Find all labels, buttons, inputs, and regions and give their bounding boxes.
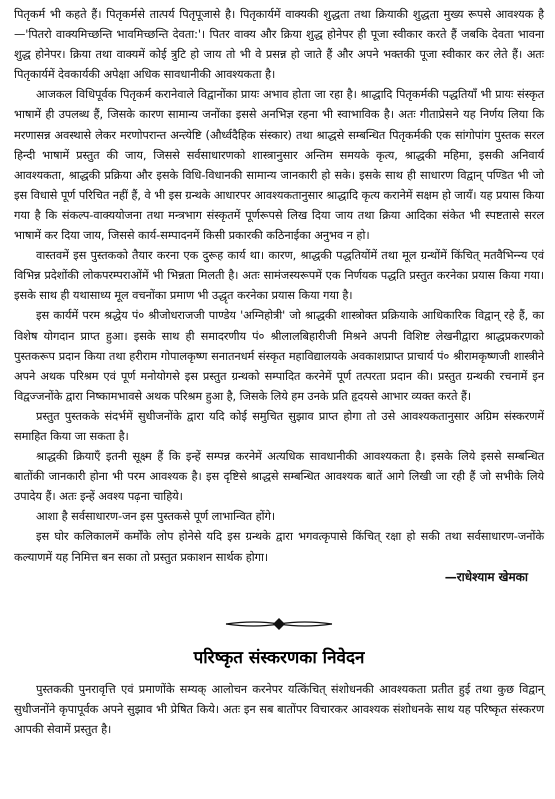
- ornament-icon: [224, 617, 334, 631]
- preface-body: [14, 4, 544, 567]
- paragraph: श्राद्धकी क्रियाएँ इतनी सूक्ष्म हैं कि इन्हें सम्पन्न करनेमें अत्यधिक सावधानीकी आवश्यकता है। इसके लिये इससे सम्बन्धित बातोंकी जानकारी होना भी परम आवश्यक है। इस दृष्टिसे श्राद्धसे सम्बन्धित आवश्यक बातें आगे लिखी जा रही हैं जो सभीके लिये उपादेय हैं। अतः इन्हें अवश्य पढ़ना चाहिये।: [14, 449, 544, 504]
- section-body: [14, 679, 544, 739]
- paragraph: आशा है सर्वसाधारण-जन इस पुस्तकसे पूर्ण लाभान्वित होंगे।: [36, 509, 276, 524]
- document-page: [14, 4, 544, 739]
- paragraph: इस घोर कलिकालमें कर्मोंके लोप होनेसे यदि इस ग्रन्थके द्वारा भगवत्कृपासे किंचित् रक्षा हो सकी तथा सर्वसाधारण-जनोंके कल्याणमें यह निमित्त बन सका तो प्रस्तुत प्रकाशन सार्थक होगा।: [14, 529, 544, 564]
- paragraph: पुस्तककी पुनरावृत्ति एवं प्रमाणोंके सम्यक् आलोचन करनेपर यत्किंचित् संशोधनकी आवश्यकता प्रतीत हुई तथा कुछ विद्वान् सुधीजनोंने कृपापूर्वक अपने सुझाव भी प्रेषित किये। अतः इन सब बातोंपर विचारकर आवश्यक संशोधनके साथ यह परिष्कृत संस्करण आपकी सेवामें प्रस्तुत है।: [14, 681, 544, 736]
- paragraph: पितृकर्म भी कहते हैं। पितृकर्मसे तात्पर्य पितृपूजासे है। पितृकार्यमें वाक्यकी शुद्धता तथा क्रियाकी शुद्धता मुख्य रूपसे आवश्यक है—'पितरो वाक्यमिच्छन्ति भावमिच्छन्ति देवता:'। पितर वाक्य और क्रिया शुद्ध होनेपर ही पूजा स्वीकार करते हैं जबकि देवता भावना शुद्ध होनेपर। क्रिया तथा वाक्यमें कोई त्रुटि हो जाय तो भी वे प्रसन्न हो जाते हैं और अपने भक्तकी पूजा स्वीकार कर लेते हैं। अतः पितृकार्यमें देवकार्यकी अपेक्षा अधिक सावधानीकी आवश्यकता है।: [14, 7, 544, 82]
- paragraph: आजकल विधिपूर्वक पितृकर्म करानेवाले विद्वानोंका प्रायः अभाव होता जा रहा है। श्राद्धादि पितृकर्मकी पद्धतियाँ भी प्रायः संस्कृत भाषामें ही उपलब्ध हैं, जिसके कारण सामान्य जनोंका इससे अनभिज्ञ रहना भी स्वाभाविक है। अतः गीताप्रेसने यह निर्णय लिया कि मरणासन्न अवस्थासे लेकर मरणोपरान्त अन्त्येष्टि (और्ध्वदैहिक संस्कार) तथा श्राद्धसे सम्बन्धित पितृकर्मकी एक सांगोपांग पुस्तक सरल हिन्दी भाषामें प्रस्तुत की जाय, जिससे सर्वसाधारणको शास्त्रानुसार अन्तिम समयके कृत्य, श्राद्धकी महिमा, इसकी अनिवार्य आवश्यकता, श्राद्धकी प्रक्रिया और इसके विधि-विधानकी सामान्य जानकारी हो सके। इसके साथ ही साधारण विद्वान् पण्डित भी जो इस विधासे पूर्ण परिचित नहीं हैं, वे भी इस ग्रन्थके आधारपर आवश्यकतानुसार श्राद्धादि कृत्य करानेमें सक्षम हो जायँ। यह प्रयास किया गया है कि संकल्प-वाक्ययोजना तथा मन्त्रभाग संस्कृतमें पूर्णरूपसे लिख दिया जाय तथा क्रिया आदिका संकेत भी स्पष्टतासे सरल भाषामें कर दिया जाय, जिससे कार्य-सम्पादनमें किसी प्रकारकी कठिनाईका अनुभव न हो।: [14, 87, 544, 243]
- section-title: परिष्कृत संस्करणका निवेदन: [193, 647, 365, 668]
- ornament-divider: [224, 617, 334, 631]
- paragraph: वास्तवमें इस पुस्तकको तैयार करना एक दुरूह कार्य था। कारण, श्राद्धकी पद्धतियोंमें तथा मूल ग्रन्थोंमें किंचित् मतवैभिन्न्य एवं विभिन्न प्रदेशोंकी लोकपरम्पराओंमें भी भिन्नता मिलती है। अतः सामंजस्यरूपमें एक निर्णयक पद्धति प्रस्तुत करनेका प्रयास किया गया। इसके साथ ही यथासाध्य मूल वचनोंका प्रमाण भी उद्धृत करनेका प्रयास किया गया है।: [14, 248, 544, 303]
- author-signature: —राधेश्याम खेमका: [444, 569, 528, 584]
- paragraph: इस कार्यमें परम श्रद्धेय पं० श्रीजोधराजजी पाण्डेय 'अग्निहोत्री' जो श्राद्धकी शास्त्रोक्त प्रक्रियाके आधिकारिक विद्वान् रहे हैं, का विशेष योगदान प्राप्त हुआ। इसके साथ ही समादरणीय पं० श्रीलालबिहारीजी मिश्रने अपनी विशिष्ट लेखनीद्वारा श्राद्धप्रकरणको पुस्तकरूप प्रदान किया तथा हरीराम गोपालकृष्ण सनातनधर्म संस्कृत महाविद्यालयके अवकाशप्राप्त प्राचार्य पं० श्रीरामकृष्णजी शास्त्रीने अपने अथक परिश्रम एवं पूर्ण मनोयोगसे इस प्रस्तुत ग्रन्थको सम्पादित करनेमें पूर्ण तत्परता प्रदान की। प्रस्तुत ग्रन्थकी रचनामें इन विद्वज्जनोंके द्वारा निष्कामभावसे अथक परिश्रम हुआ है, जिसके लिये हम उनके प्रति हृदयसे आभार व्यक्त करते हैं।: [14, 308, 544, 403]
- paragraph: प्रस्तुत पुस्तकके संदर्भमें सुधीजनोंके द्वारा यदि कोई समुचित सुझाव प्राप्त होगा तो उसे आवश्यकतानुसार अग्रिम संस्करणमें समाहित किया जा सकता है।: [14, 408, 544, 443]
